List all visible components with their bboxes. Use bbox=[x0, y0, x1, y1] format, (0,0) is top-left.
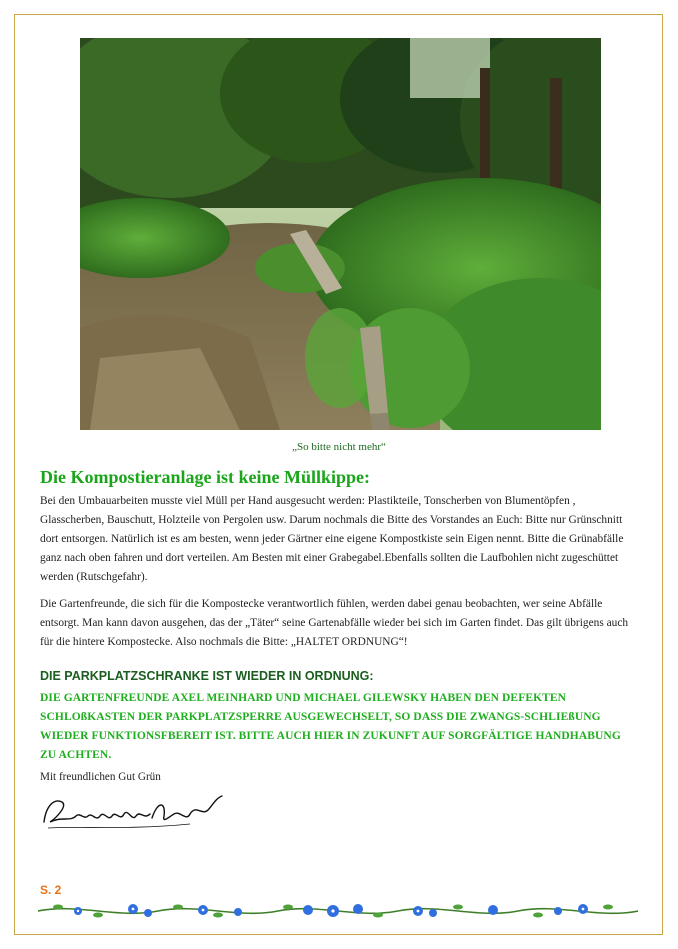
photo-caption: „So bitte nicht mehr“ bbox=[292, 441, 386, 453]
notice-heading: DIE PARKPLATZSCHRANKE IST WIEDER IN ORDNUNG: bbox=[40, 669, 374, 683]
compost-area-photo bbox=[80, 38, 601, 430]
notice-body: DIE GARTENFREUNDE AXEL MEINHARD UND MICHAEL GILEWSKY HABEN DEN DEFEKTEN SCHLOßKASTEN DER PARKPLATZSPERRE AUSGEWECHSELT, SO DASS DIE ZWANGS-SCHLIEßUNG WIEDER FUNKTIONSFBEREIT IST. BITTE AUCH HIER IN ZUKUNFT AUF SORGFÄLTIGE HANDHABUNG ZU ACHTEN. bbox=[40, 692, 621, 761]
page-number: S. 2 bbox=[40, 883, 62, 897]
article-paragraph-1: Bei den Umbauarbeiten musste viel Müll per Hand ausgesucht werden: Plastikteile, Tonscherben von Blumentöpfen , Glasscherben, Bauschutt, Holzteile von Pergolen usw. Darum nochmals die Bitte des Vorstandes an Euch: Bitte nur Grünschnitt dort entsorgen. Natürlich ist es am besten, wenn jeder Gärtner eine eigene Kompostkiste sein Eigen nennt. Bitte die Grünabfälle ganz nach oben fahren und dort verteilen. Am Besten mit einer Grabegabel.Ebenfalls sollten die Laufbohlen nicht zugeschüttet werden (Rutschgefahr). bbox=[40, 495, 624, 583]
article-paragraph-2: Die Gartenfreunde, die sich für die Kompostecke verantwortlich fühlen, werden dabei genau beobachten, wer seine Abfälle entsorgt. Man kann davon ausgehen, das der „Täter“ seine Gartenabfälle wieder bei sich im Garten findet. Das gilt übrigens auch für die hintere Kompostecke. Also nochmals die Bitte: „HALTET ORDNUNG“! bbox=[40, 598, 629, 648]
closing-greeting: Mit freundlichen Gut Grün bbox=[40, 771, 161, 783]
article-heading: Die Kompostieranlage ist keine Müllkippe: bbox=[40, 467, 370, 487]
flower-vine-decoration bbox=[38, 897, 638, 921]
handwritten-signature bbox=[40, 792, 230, 836]
